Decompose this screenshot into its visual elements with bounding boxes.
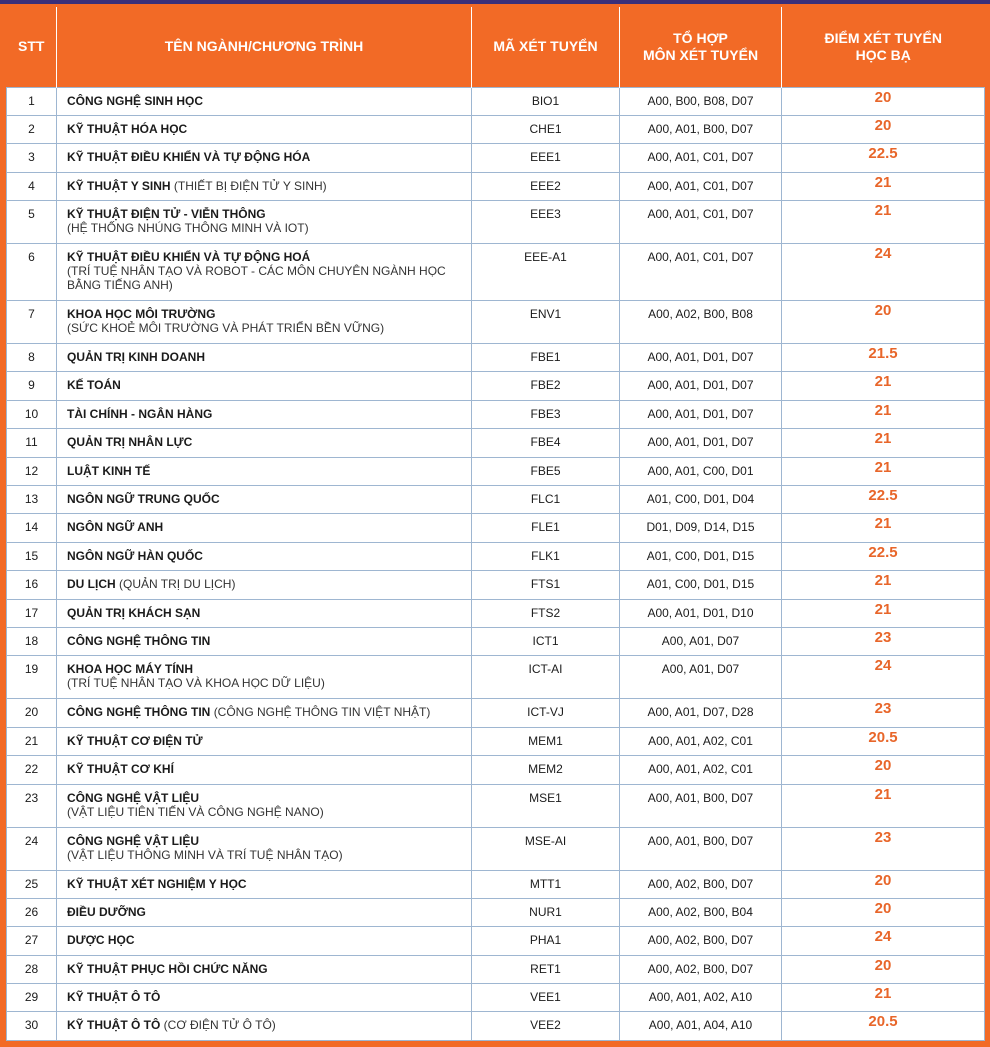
row-admission-code: FBE1 bbox=[472, 344, 620, 372]
row-program-name bbox=[57, 301, 472, 344]
program-specialization: (TRÍ TUỆ NHÂN TẠO VÀ ROBOT - CÁC MÔN CHUYÊN NGÀNH HỌC bbox=[67, 264, 446, 279]
table-row bbox=[7, 429, 985, 457]
row-transcript-score: 21 bbox=[782, 514, 985, 542]
row-program-name bbox=[57, 984, 472, 1012]
row-stt: 6 bbox=[7, 244, 57, 301]
program-title: KỸ THUẬT Ô TÔ bbox=[67, 990, 161, 1005]
row-admission-code: EEE3 bbox=[472, 201, 620, 244]
program-title: KỸ THUẬT PHỤC HỒI CHỨC NĂNG bbox=[67, 961, 268, 976]
row-transcript-score: 21 bbox=[782, 784, 985, 827]
program-title: CÔNG NGHỆ VẬT LIỆU bbox=[67, 790, 200, 805]
row-subject-combination: A00, A01, A02, C01 bbox=[620, 727, 782, 755]
program-title: KỸ THUẬT ĐIỀU KHIỂN VÀ TỰ ĐỘNG HOÁ bbox=[67, 250, 311, 265]
row-program-name bbox=[57, 457, 472, 485]
header-combo-line2: MÔN XÉT TUYỂN bbox=[642, 46, 759, 63]
row-subject-combination: A00, A01, B00, D07 bbox=[620, 784, 782, 827]
row-subject-combination: A01, C00, D01, D15 bbox=[620, 542, 782, 570]
row-stt: 15 bbox=[7, 542, 57, 570]
row-transcript-score: 21 bbox=[782, 457, 985, 485]
program-title: QUẢN TRỊ KINH DOANH bbox=[67, 350, 205, 365]
table-row bbox=[7, 1012, 985, 1040]
row-admission-code: MEM1 bbox=[472, 727, 620, 755]
row-transcript-score: 21 bbox=[782, 571, 985, 599]
row-transcript-score: 20 bbox=[782, 301, 985, 344]
row-program-name bbox=[57, 955, 472, 983]
row-stt: 17 bbox=[7, 599, 57, 627]
row-transcript-score: 24 bbox=[782, 927, 985, 955]
row-admission-code: BIO1 bbox=[472, 87, 620, 115]
row-transcript-score: 20 bbox=[782, 955, 985, 983]
program-title: KỸ THUẬT Ô TÔ bbox=[67, 1018, 161, 1033]
top-band bbox=[0, 0, 990, 7]
row-subject-combination: A00, B00, B08, D07 bbox=[620, 87, 782, 115]
row-stt: 11 bbox=[7, 429, 57, 457]
row-transcript-score: 21 bbox=[782, 201, 985, 244]
row-stt: 7 bbox=[7, 301, 57, 344]
program-specialization: (HỆ THỐNG NHÚNG THÔNG MINH VÀ IOT) bbox=[67, 221, 309, 236]
row-admission-code: ENV1 bbox=[472, 301, 620, 344]
program-title: NGÔN NGỮ TRUNG QUỐC bbox=[67, 492, 220, 507]
row-admission-code: ICT1 bbox=[472, 627, 620, 655]
row-transcript-score: 21 bbox=[782, 400, 985, 428]
row-program-name bbox=[57, 599, 472, 627]
row-subject-combination: A00, A01, D01, D07 bbox=[620, 372, 782, 400]
header-admission-code: MÃ XÉT TUYỂN bbox=[472, 7, 620, 87]
row-transcript-score: 20 bbox=[782, 898, 985, 926]
program-title: QUẢN TRỊ KHÁCH SẠN bbox=[67, 605, 201, 620]
row-transcript-score: 21 bbox=[782, 172, 985, 200]
row-admission-code: MEM2 bbox=[472, 756, 620, 784]
row-admission-code: EEE-A1 bbox=[472, 244, 620, 301]
row-subject-combination: A00, A01, C00, D01 bbox=[620, 457, 782, 485]
program-title: KỸ THUẬT XÉT NGHIỆM Y HỌC bbox=[67, 876, 247, 891]
row-transcript-score: 21 bbox=[782, 984, 985, 1012]
program-title: CÔNG NGHỆ THÔNG TIN bbox=[67, 633, 211, 648]
program-specialization: (VẬT LIỆU TIÊN TIẾN VÀ CÔNG NGHỆ NANO) bbox=[67, 804, 324, 819]
row-stt: 23 bbox=[7, 784, 57, 827]
row-admission-code: NUR1 bbox=[472, 898, 620, 926]
row-program-name bbox=[57, 514, 472, 542]
row-program-name bbox=[57, 784, 472, 827]
row-program-name bbox=[57, 727, 472, 755]
row-transcript-score: 21.5 bbox=[782, 344, 985, 372]
row-subject-combination: A00, A01, C01, D07 bbox=[620, 244, 782, 301]
row-transcript-score: 20 bbox=[782, 87, 985, 115]
program-title: TÀI CHÍNH - NGÂN HÀNG bbox=[67, 406, 213, 421]
row-subject-combination: A00, A01, C01, D07 bbox=[620, 172, 782, 200]
row-transcript-score: 24 bbox=[782, 244, 985, 301]
row-admission-code: FBE5 bbox=[472, 457, 620, 485]
program-title: NGÔN NGỮ ANH bbox=[67, 520, 164, 535]
table-row bbox=[7, 201, 985, 244]
row-stt: 12 bbox=[7, 457, 57, 485]
table-row bbox=[7, 372, 985, 400]
table-row bbox=[7, 656, 985, 699]
table-row bbox=[7, 144, 985, 172]
row-stt: 9 bbox=[7, 372, 57, 400]
row-subject-combination: A00, A01, D07 bbox=[620, 627, 782, 655]
row-stt: 22 bbox=[7, 756, 57, 784]
program-specialization: (THIẾT BỊ ĐIỆN TỬ Y SINH) bbox=[173, 178, 327, 193]
table-row bbox=[7, 699, 985, 727]
table-row bbox=[7, 571, 985, 599]
row-program-name bbox=[57, 756, 472, 784]
row-stt: 19 bbox=[7, 656, 57, 699]
row-transcript-score: 20.5 bbox=[782, 1012, 985, 1040]
row-program-name bbox=[57, 1012, 472, 1040]
row-program-name bbox=[57, 400, 472, 428]
row-admission-code: CHE1 bbox=[472, 115, 620, 143]
row-stt: 13 bbox=[7, 486, 57, 514]
row-stt: 18 bbox=[7, 627, 57, 655]
row-transcript-score: 22.5 bbox=[782, 486, 985, 514]
row-program-name bbox=[57, 244, 472, 301]
row-subject-combination: D01, D09, D14, D15 bbox=[620, 514, 782, 542]
row-stt: 2 bbox=[7, 115, 57, 143]
row-transcript-score: 23 bbox=[782, 699, 985, 727]
row-subject-combination: A00, A01, C01, D07 bbox=[620, 144, 782, 172]
row-transcript-score: 20 bbox=[782, 756, 985, 784]
row-transcript-score: 21 bbox=[782, 599, 985, 627]
row-program-name bbox=[57, 927, 472, 955]
row-stt: 25 bbox=[7, 870, 57, 898]
header-transcript-score bbox=[782, 7, 985, 87]
row-admission-code: VEE2 bbox=[472, 1012, 620, 1040]
program-specialization: (QUẢN TRỊ DU LỊCH) bbox=[119, 577, 236, 592]
program-title: CÔNG NGHỆ VẬT LIỆU bbox=[67, 833, 200, 848]
row-stt: 28 bbox=[7, 955, 57, 983]
row-subject-combination: A00, A01, A02, C01 bbox=[620, 756, 782, 784]
row-program-name bbox=[57, 898, 472, 926]
row-admission-code: FTS1 bbox=[472, 571, 620, 599]
row-subject-combination: A01, C00, D01, D04 bbox=[620, 486, 782, 514]
row-subject-combination: A00, A01, C01, D07 bbox=[620, 201, 782, 244]
program-title: NGÔN NGỮ HÀN QUỐC bbox=[67, 548, 203, 563]
row-subject-combination: A00, A01, A02, A10 bbox=[620, 984, 782, 1012]
program-title: KẾ TOÁN bbox=[67, 378, 121, 393]
table-row bbox=[7, 870, 985, 898]
program-title: CÔNG NGHỆ SINH HỌC bbox=[67, 93, 204, 108]
row-admission-code: FBE2 bbox=[472, 372, 620, 400]
row-subject-combination: A00, A01, D01, D10 bbox=[620, 599, 782, 627]
row-admission-code: FTS2 bbox=[472, 599, 620, 627]
table-row bbox=[7, 727, 985, 755]
program-specialization: (CƠ ĐIỆN TỬ Ô TÔ) bbox=[163, 1018, 276, 1033]
row-transcript-score: 21 bbox=[782, 429, 985, 457]
row-stt: 10 bbox=[7, 400, 57, 428]
header-subject-combination bbox=[620, 7, 782, 87]
table-row bbox=[7, 599, 985, 627]
program-title: KHOA HỌC MÁY TÍNH bbox=[67, 662, 193, 677]
program-title: KỸ THUẬT CƠ KHÍ bbox=[67, 762, 174, 777]
program-title: DƯỢC HỌC bbox=[67, 933, 135, 948]
row-admission-code: FLC1 bbox=[472, 486, 620, 514]
row-program-name bbox=[57, 144, 472, 172]
row-subject-combination: A00, A01, D07 bbox=[620, 656, 782, 699]
program-title: QUẢN TRỊ NHÂN LỰC bbox=[67, 435, 193, 450]
row-admission-code: FBE4 bbox=[472, 429, 620, 457]
table-row bbox=[7, 172, 985, 200]
header-combo-line1: TỔ HỢP bbox=[673, 29, 728, 46]
header-score-line1: ĐIỂM XÉT TUYỂN bbox=[824, 29, 942, 46]
row-admission-code: MTT1 bbox=[472, 870, 620, 898]
row-stt: 4 bbox=[7, 172, 57, 200]
table-row bbox=[7, 927, 985, 955]
program-specialization: (VẬT LIỆU THÔNG MINH VÀ TRÍ TUỆ NHÂN TẠO) bbox=[67, 847, 343, 862]
row-program-name bbox=[57, 571, 472, 599]
row-program-name bbox=[57, 827, 472, 870]
table-body bbox=[7, 87, 985, 1040]
row-stt: 27 bbox=[7, 927, 57, 955]
row-stt: 1 bbox=[7, 87, 57, 115]
program-title: KỸ THUẬT CƠ ĐIỆN TỬ bbox=[67, 733, 203, 748]
table-row bbox=[7, 784, 985, 827]
program-specialization: (TRÍ TUỆ NHÂN TẠO VÀ KHOA HỌC DỮ LIỆU) bbox=[67, 676, 325, 691]
row-stt: 8 bbox=[7, 344, 57, 372]
program-title: CÔNG NGHỆ THÔNG TIN bbox=[67, 705, 211, 720]
row-program-name bbox=[57, 201, 472, 244]
row-admission-code: RET1 bbox=[472, 955, 620, 983]
row-subject-combination: A00, A01, B00, D07 bbox=[620, 115, 782, 143]
table-row bbox=[7, 756, 985, 784]
program-title: DU LỊCH bbox=[67, 577, 116, 592]
row-program-name bbox=[57, 627, 472, 655]
row-transcript-score: 23 bbox=[782, 627, 985, 655]
row-program-name bbox=[57, 542, 472, 570]
program-title: KỸ THUẬT ĐIỆN TỬ - VIỄN THÔNG bbox=[67, 207, 266, 222]
row-subject-combination: A00, A01, D07, D28 bbox=[620, 699, 782, 727]
row-program-name bbox=[57, 115, 472, 143]
row-program-name bbox=[57, 87, 472, 115]
table-row bbox=[7, 955, 985, 983]
program-title: KỸ THUẬT ĐIỀU KHIỂN VÀ TỰ ĐỘNG HÓA bbox=[67, 150, 311, 165]
row-admission-code: MSE1 bbox=[472, 784, 620, 827]
table-row bbox=[7, 400, 985, 428]
program-title: LUẬT KINH TẾ bbox=[67, 463, 151, 478]
row-admission-code: VEE1 bbox=[472, 984, 620, 1012]
row-subject-combination: A00, A01, A04, A10 bbox=[620, 1012, 782, 1040]
row-subject-combination: A00, A01, D01, D07 bbox=[620, 344, 782, 372]
row-stt: 5 bbox=[7, 201, 57, 244]
row-admission-code: ICT-AI bbox=[472, 656, 620, 699]
header-program-name: TÊN NGÀNH/CHƯƠNG TRÌNH bbox=[57, 7, 472, 87]
row-stt: 21 bbox=[7, 727, 57, 755]
table-row bbox=[7, 627, 985, 655]
row-subject-combination: A00, A01, B00, D07 bbox=[620, 827, 782, 870]
row-stt: 20 bbox=[7, 699, 57, 727]
row-stt: 24 bbox=[7, 827, 57, 870]
row-admission-code: EEE2 bbox=[472, 172, 620, 200]
row-stt: 14 bbox=[7, 514, 57, 542]
row-program-name bbox=[57, 870, 472, 898]
program-title: ĐIỀU DƯỠNG bbox=[67, 904, 146, 919]
program-title: KỸ THUẬT Y SINH bbox=[67, 178, 171, 193]
row-program-name bbox=[57, 486, 472, 514]
row-admission-code: PHA1 bbox=[472, 927, 620, 955]
table-row bbox=[7, 457, 985, 485]
row-subject-combination: A00, A02, B00, D07 bbox=[620, 955, 782, 983]
row-program-name bbox=[57, 372, 472, 400]
row-admission-code: FLE1 bbox=[472, 514, 620, 542]
program-specialization-continued: BẰNG TIẾNG ANH) bbox=[67, 278, 173, 293]
row-transcript-score: 20.5 bbox=[782, 727, 985, 755]
table-row bbox=[7, 514, 985, 542]
table-row bbox=[7, 115, 985, 143]
row-transcript-score: 23 bbox=[782, 827, 985, 870]
row-stt: 3 bbox=[7, 144, 57, 172]
row-subject-combination: A01, C00, D01, D15 bbox=[620, 571, 782, 599]
table-header-row bbox=[7, 7, 985, 87]
row-subject-combination: A00, A01, D01, D07 bbox=[620, 429, 782, 457]
row-admission-code: FLK1 bbox=[472, 542, 620, 570]
row-subject-combination: A00, A02, B00, D07 bbox=[620, 870, 782, 898]
row-subject-combination: A00, A02, B00, B04 bbox=[620, 898, 782, 926]
row-program-name bbox=[57, 172, 472, 200]
program-specialization: (CÔNG NGHỆ THÔNG TIN VIỆT NHẬT) bbox=[213, 705, 431, 720]
table-row bbox=[7, 827, 985, 870]
row-transcript-score: 21 bbox=[782, 372, 985, 400]
row-subject-combination: A00, A01, D01, D07 bbox=[620, 400, 782, 428]
row-program-name bbox=[57, 344, 472, 372]
program-title: KỸ THUẬT HÓA HỌC bbox=[67, 121, 188, 136]
row-transcript-score: 24 bbox=[782, 656, 985, 699]
table-row bbox=[7, 87, 985, 115]
row-stt: 29 bbox=[7, 984, 57, 1012]
table-row bbox=[7, 344, 985, 372]
row-admission-code: EEE1 bbox=[472, 144, 620, 172]
row-admission-code: FBE3 bbox=[472, 400, 620, 428]
row-transcript-score: 22.5 bbox=[782, 144, 985, 172]
row-program-name bbox=[57, 699, 472, 727]
row-transcript-score: 22.5 bbox=[782, 542, 985, 570]
row-subject-combination: A00, A02, B00, D07 bbox=[620, 927, 782, 955]
program-specialization: (SỨC KHOẺ MÔI TRƯỜNG VÀ PHÁT TRIỂN BỀN VỮNG) bbox=[67, 321, 385, 336]
table-row bbox=[7, 542, 985, 570]
row-program-name bbox=[57, 429, 472, 457]
table-row bbox=[7, 244, 985, 301]
row-subject-combination: A00, A02, B00, B08 bbox=[620, 301, 782, 344]
table-row bbox=[7, 984, 985, 1012]
row-stt: 26 bbox=[7, 898, 57, 926]
row-program-name bbox=[57, 656, 472, 699]
program-title: KHOA HỌC MÔI TRƯỜNG bbox=[67, 307, 216, 322]
row-transcript-score: 20 bbox=[782, 115, 985, 143]
row-admission-code: MSE-AI bbox=[472, 827, 620, 870]
row-stt: 16 bbox=[7, 571, 57, 599]
header-score-line2: HỌC BẠ bbox=[855, 46, 911, 63]
row-admission-code: ICT-VJ bbox=[472, 699, 620, 727]
admission-scores-table bbox=[6, 7, 985, 1041]
header-stt: STT bbox=[7, 7, 57, 87]
table-row bbox=[7, 898, 985, 926]
table-row bbox=[7, 301, 985, 344]
row-transcript-score: 20 bbox=[782, 870, 985, 898]
row-stt: 30 bbox=[7, 1012, 57, 1040]
table-row bbox=[7, 486, 985, 514]
